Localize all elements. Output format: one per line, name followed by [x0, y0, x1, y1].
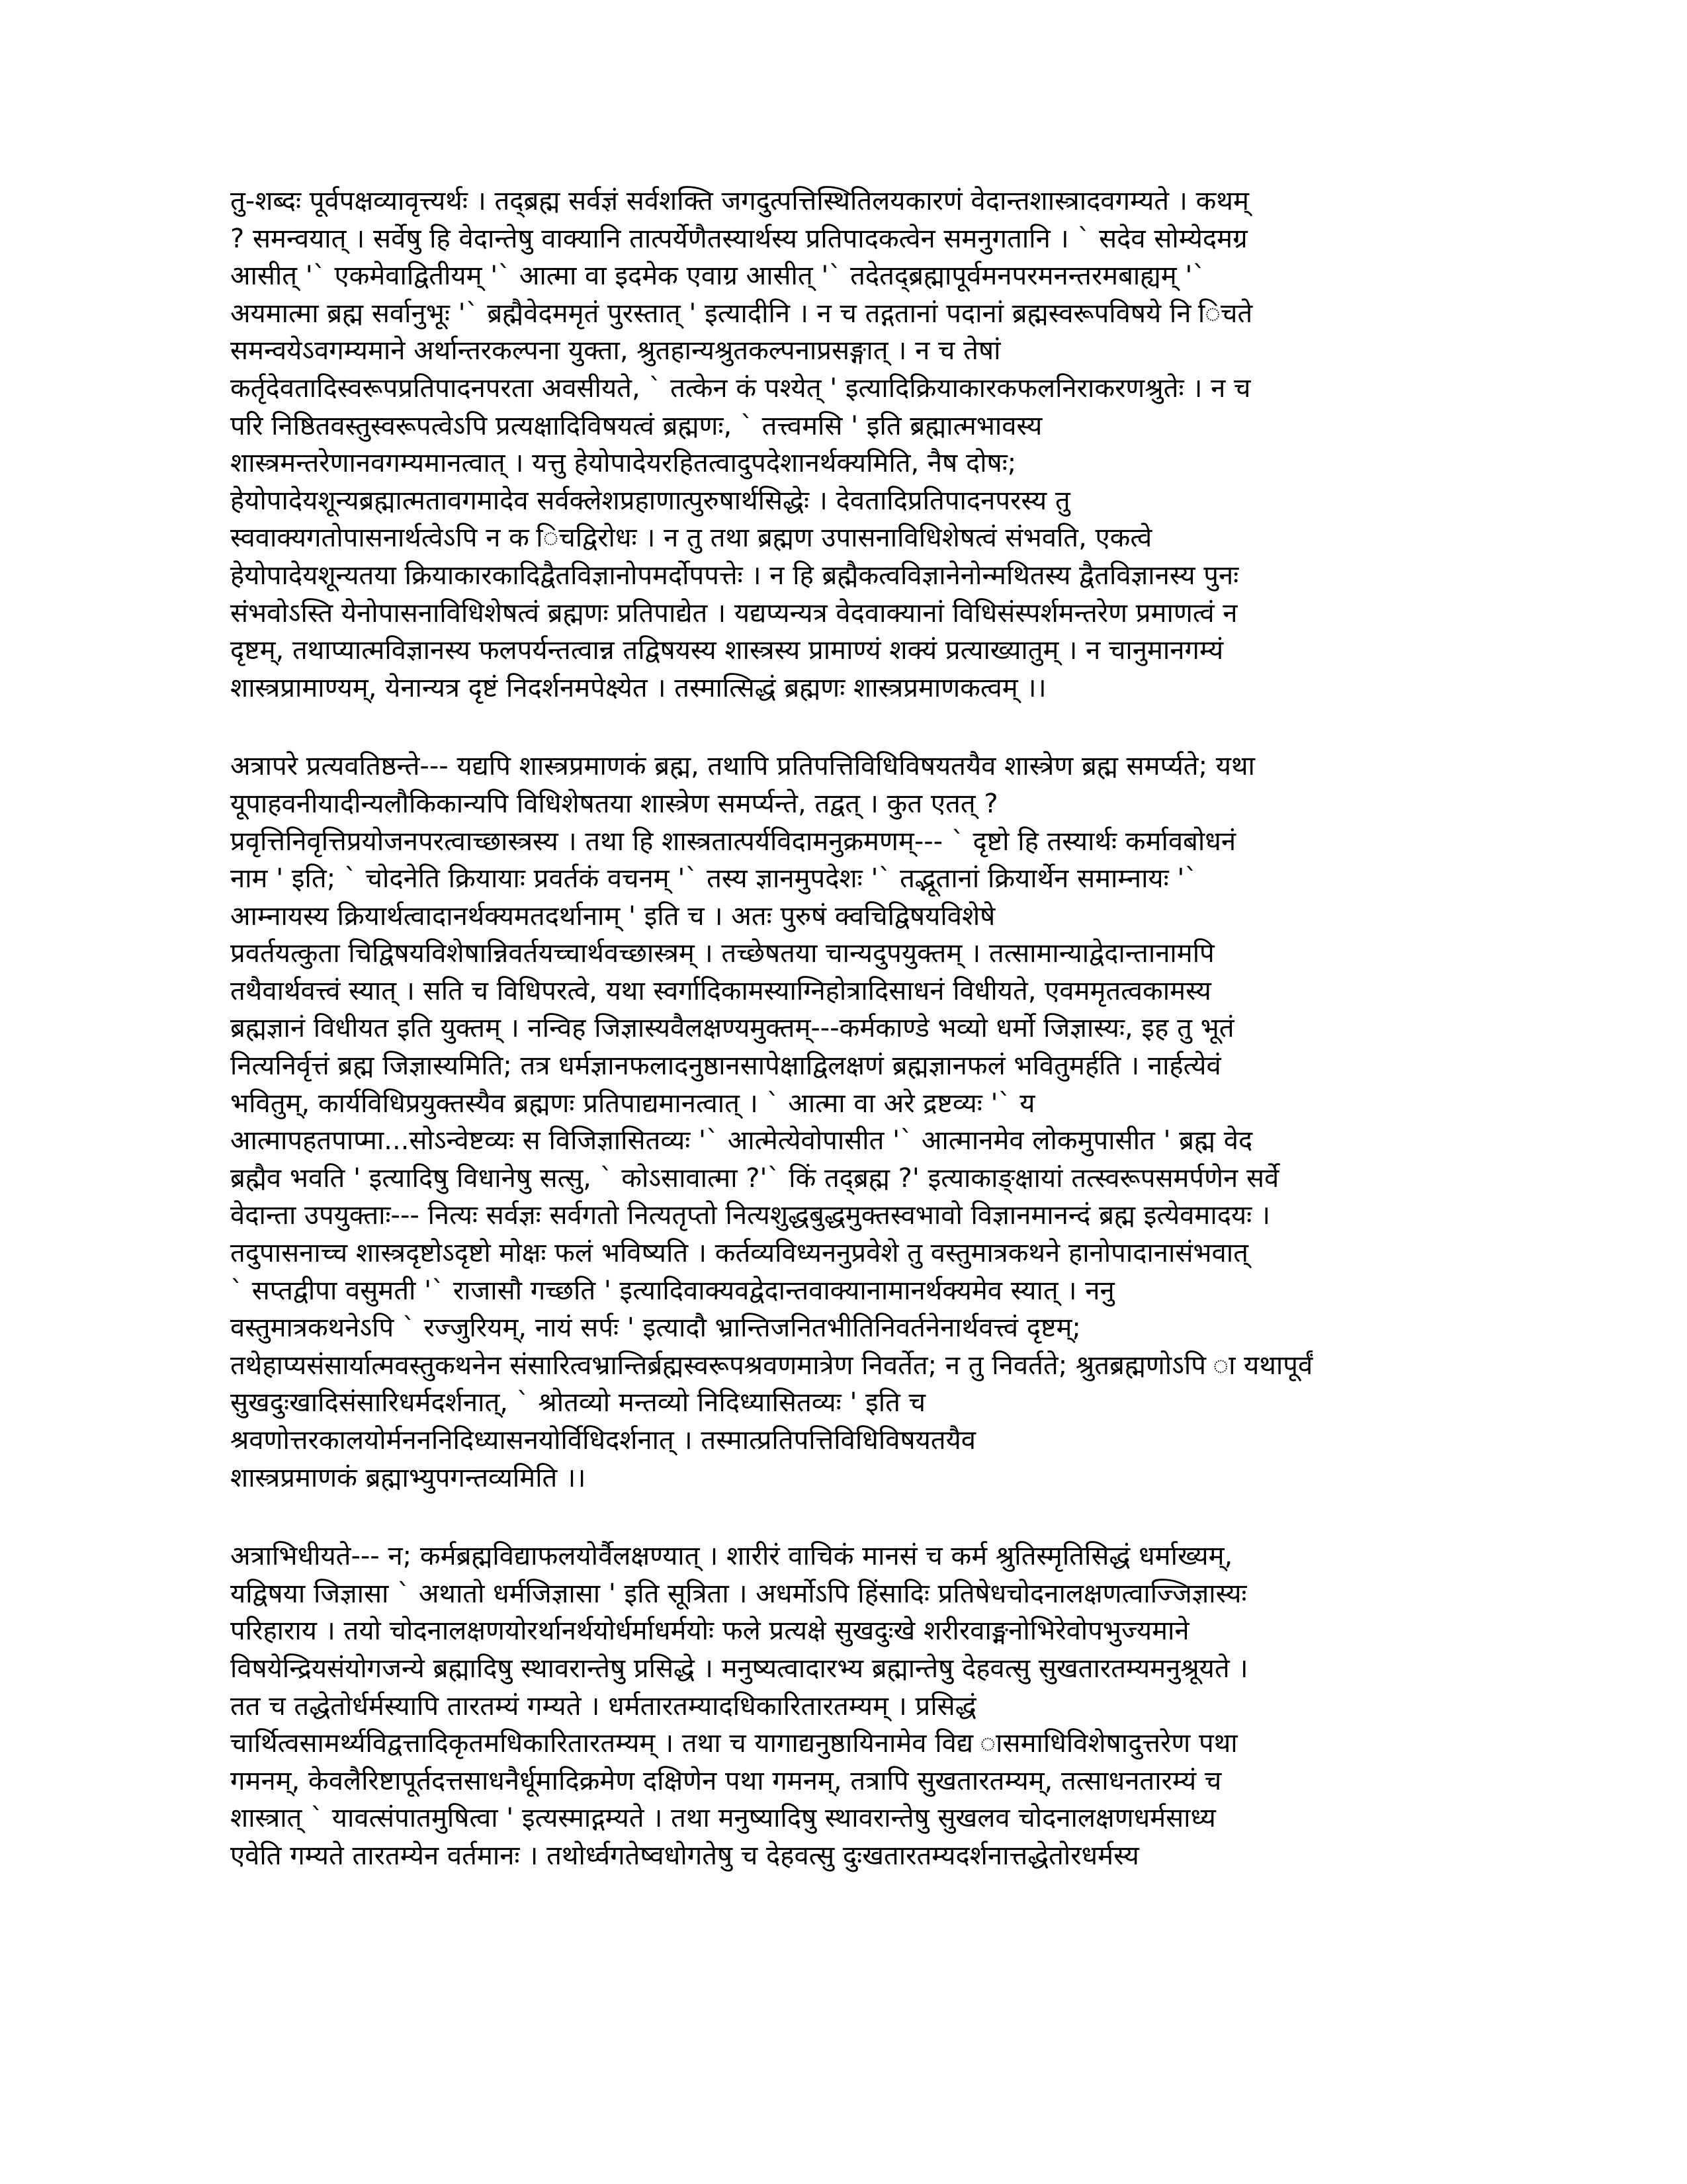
text-line: यद्विषया जिज्ञासा ` अथातो धर्मजिज्ञासा ' इति सूत्रिता । अधर्मोऽपि हिंसादिः प्रतिषेधचोदनालक्षणत्वाज्जिज्ञास्यः [230, 1578, 1247, 1609]
text-line: श्रवणोत्तरकालयोर्मनननिदिध्यासनयोर्विधिदर्शनात् । तस्मात्प्रतिपत्तिविधिविषयतयैव [230, 1425, 976, 1456]
text-line: विषयेन्द्रियसंयोगजन्ये ब्रह्मादिषु स्थावरान्तेषु प्रसिद्धे । मनुष्यत्वादारभ्य ब्रह्मान्तेषु देहवत्सु सुखतारतम्यमनुश्रूयते । [230, 1653, 1248, 1684]
text-line: तथेहाप्यसंसार्यात्मवस्तुकथनेन संसारित्वभ्रान्तिर्ब्रह्मस्वरूपश्रवणमात्रेण निवर्तेत; न तु निवर्तते; श्रुतब्रह्मणोऽपि ा यथापूर्वं [230, 1350, 1313, 1381]
text-line: भवितुम्, कार्यविधिप्रयुक्तस्यैव ब्रह्मणः प्रतिपाद्यमानत्वात् । ` आत्मा वा अरे द्रष्टव्यः '` य [230, 1088, 1035, 1119]
text-line: आम्नायस्य क्रियार्थत्वादानर्थक्यमतदर्थानाम् ' इति च । अतः पुरुषं क्वचिद्विषयविशेषे [230, 900, 996, 932]
text-line: दृष्टम्, तथाप्यात्मविज्ञानस्य फलपर्यन्तत्वान्न तद्विषयस्य शास्त्रस्य प्रामाण्यं शक्यं प्रत्याख्यातुम् । न चानुमानगम्यं [230, 635, 1224, 666]
text-line: चार्थित्वसामर्थ्यविद्वत्तादिकृतमधिकारितारतम्यम् । तथा च यागाद्यनुष्ठायिनामेव विद्य ासमाधिविशेषादुत्तरेण पथा [230, 1728, 1238, 1759]
text-line: अयमात्मा ब्रह्म सर्वानुभूः '` ब्रह्मैवेदममृतं पुरस्तात् ' इत्यादीनि । न च तद्गतानां पदानां ब्रह्मस्वरूपविषये नि िचते [230, 298, 1253, 329]
text-line: हेयोपादेयशून्यतया क्रियाकारकादिद्वैतविज्ञानोपमर्दोपपत्तेः । न हि ब्रह्मैकत्वविज्ञानेनोन्मथितस्य द्वैतविज्ञानस्य पुनः [230, 560, 1239, 591]
text-line: ब्रह्मैव भवति ' इत्यादिषु विधानेषु सत्सु, ` कोऽसावात्मा ?'` किं तद्ब्रह्म ?' इत्याकाङ्क्षायां तत्स्वरूपसमर्पणेन सर्वे [230, 1162, 1279, 1194]
text-line: स्ववाक्यगतोपासनार्थत्वेऽपि न क िचद्विरोधः । न तु तथा ब्रह्मण उपासनाविधिशेषत्वं संभवति, एकत्वे [230, 523, 1152, 554]
text-line: समन्वयेऽवगम्यमाने अर्थान्तरकल्पना युक्ता, श्रुतहान्यश्रुतकल्पनाप्रसङ्गात् । न च तेषां [230, 335, 1001, 367]
text-line: प्रवृत्तिनिवृत्तिप्रयोजनपरत्वाच्छास्त्रस्य । तथा हि शास्त्रतात्पर्यविदामनुक्रमणम्--- ` दृष्टो हि तस्यार्थः कर्मावबोधनं [230, 826, 1236, 857]
text-line: शास्त्रमन्तरेणानवगम्यमानत्वात् । यत्तु हेयोपादेयरहितत्वादुपदेशानर्थक्यमिति, नैष दोषः; [230, 448, 1017, 479]
text-line: आसीत् '` एकमेवाद्वितीयम् '` आत्मा वा इदमेक एवाग्र आसीत् '` तदेतद्ब्रह्मापूर्वमनपरमनन्तरमबाह्यम् '` [230, 261, 1206, 292]
text-line: सुखदुःखादिसंसारिधर्मदर्शनात्, ` श्रोतव्यो मन्तव्यो निदिध्यासितव्यः ' इति च [230, 1387, 926, 1419]
text-line: शास्त्रप्रामाण्यम्, येनान्यत्र दृष्टं निदर्शनमपेक्ष्येत । तस्मात्सिद्धं ब्रह्मणः शास्त्रप्रमाणकत्वम् ।। [230, 672, 1047, 703]
text-line: परिहाराय । तयो चोदनालक्षणयोरर्थानर्थयोर्धर्माधर्मयोः फले प्रत्यक्षे सुखदुःखे शरीरवाङ्मनोभिरेवोपभुज्यमाने [230, 1616, 1190, 1647]
text-line: प्रवर्तयत्कुता चिद्विषयविशेषान्निवर्तयच्चार्थवच्छास्त्रम् । तच्छेषतया चान्यदुपयुक्तम् । तत्सामान्याद्वेदान्तानामपि [230, 938, 1215, 969]
text-line: संभवोऽस्ति येनोपासनाविधिशेषत्वं ब्रह्मणः प्रतिपाद्येत । यद्यप्यन्यत्र वेदवाक्यानां विधिसंस्पर्शमन्तरेण प्रमाणत्वं न [230, 597, 1238, 629]
text-line: गमनम्, केवलैरिष्टापूर्तदत्तसाधनैर्धूमादिक्रमेण दक्षिणेन पथा गमनम्, तत्रापि सुखतारतम्यम्, तत्साधनतारम्यं च [230, 1765, 1222, 1796]
paragraph [230, 748, 1594, 1497]
text-line: तत च तद्धेतोर्धर्मस्यापि तारतम्यं गम्यते । धर्मतारतम्यादधिकारितारतम्यम् । प्रसिद्धं [230, 1690, 976, 1722]
text-line: परि निष्ठितवस्तुस्वरूपत्वेऽपि प्रत्यक्षादिविषयत्वं ब्रह्मणः, ` तत्त्वमसि ' इति ब्रह्मात्मभावस्य [230, 410, 1043, 441]
text-line: ब्रह्मज्ञानं विधीयत इति युक्तम् । नन्विह जिज्ञास्यवैलक्षण्यमुक्तम्---कर्मकाण्डे भव्यो धर्मो जिज्ञास्यः, इह तु भूतं [230, 1013, 1234, 1044]
text-line: अत्राभिधीयते--- न; कर्मब्रह्मविद्याफलयोर्वैलक्षण्यात् । शारीरं वाचिकं मानसं च कर्म श्रुतिस्मृतिसिद्धं धर्माख्यम्, [230, 1541, 1233, 1572]
document-text-block [230, 183, 1594, 1916]
text-line: वेदान्ता उपयुक्ताः--- नित्यः सर्वज्ञः सर्वगतो नित्यतृप्तो नित्यशुद्धबुद्धमुक्तस्वभावो विज्ञानमानन्दं ब्रह्म इत्येवमादयः । [230, 1200, 1271, 1231]
paragraph [230, 1538, 1594, 1874]
text-line: ? समन्वयात् । सर्वेषु हि वेदान्तेषु वाक्यानि तात्पर्येणैतस्यार्थस्य प्रतिपादकत्वेन समनुगतानि । ` सदेव सोम्येदमग्र [230, 223, 1248, 254]
text-line: तदुपासनाच्च शास्त्रदृष्टोऽदृष्टो मोक्षः फलं भविष्यति । कर्तव्यविध्यननुप्रवेशे तु वस्तुमात्रकथने हानोपादानासंभवात् [230, 1238, 1248, 1269]
text-line: कर्तृदेवतादिस्वरूपप्रतिपादनपरता अवसीयते, ` तत्केन कं पश्येत् ' इत्यादिक्रियाकारकफलनिराकरणश्रुतेः । न च [230, 372, 1251, 404]
text-line: तु-शब्दः पूर्वपक्षव्यावृत्त्यर्थः । तद्ब्रह्म सर्वज्ञं सर्वशक्ति जगदुत्पत्तिस्थितिलयकारणं वेदान्तशास्त्रादवगम्यते । कथम् [230, 186, 1249, 216]
text-line: यूपाहवनीयादीन्यलौकिकान्यपि विधिशेषतया शास्त्रेण समर्प्यन्ते, तद्वत् । कुत एतत् ? [230, 788, 998, 819]
text-line: शास्त्रप्रमाणकं ब्रह्माभ्युपगन्तव्यमिति ।। [230, 1462, 586, 1493]
text-line: हेयोपादेयशून्यब्रह्मात्मतावगमादेव सर्वक्लेशप्रहाणात्पुरुषार्थसिद्धेः । देवतादिप्रतिपादनपरस्य तु [230, 485, 1070, 516]
text-line: अत्रापरे प्रत्यवतिष्ठन्ते--- यद्यपि शास्त्रप्रमाणकं ब्रह्म, तथापि प्रतिपत्तिविधिविषयतयैव शास्त्रेण ब्रह्म समर्प्यते; यथा [230, 751, 1255, 782]
paragraph [230, 183, 1594, 707]
text-line: शास्त्रात् ` यावत्संपातमुषित्वा ' इत्यस्माद्गम्यते । तथा मनुष्यादिषु स्थावरान्तेषु सुखलव चोदनालक्षणधर्मसाध्य [230, 1803, 1216, 1834]
text-line: तथैवार्थवत्त्वं स्यात् । सति च विधिपरत्वे, यथा स्वर्गादिकामस्याग्निहोत्रादिसाधनं विधीयते, एवममृतत्वकामस्य [230, 975, 1211, 1006]
text-line: एवेति गम्यते तारतम्येन वर्तमानः । तथोर्ध्वगतेष्वधोगतेषु च देहवत्सु दुःखतारतम्यदर्शनात्तद्धेतोरधर्मस्य [230, 1840, 1139, 1871]
text-line: ` सप्तद्वीपा वसुमती '` राजासौ गच्छति ' इत्यादिवाक्यवद्वेदान्तवाक्यानामानर्थक्यमेव स्यात् । ननु [230, 1275, 1115, 1306]
text-line: नित्यनिर्वृत्तं ब्रह्म जिज्ञास्यमिति; तत्र धर्मज्ञानफलादनुष्ठानसापेक्षाद्विलक्षणं ब्रह्मज्ञानफलं भवितुमर्हति । नार्हत्येवं [230, 1051, 1221, 1082]
text-line: वस्तुमात्रकथनेऽपि ` रज्जुरियम्, नायं सर्पः ' इत्यादौ भ्रान्तिजनितभीतिनिवर्तनेनार्थवत्त्वं दृष्टम्; [230, 1313, 1081, 1344]
text-line: आत्मापहतपाप्मा...सोऽन्वेष्टव्यः स विजिज्ञासितव्यः '` आत्मेत्येवोपासीत '` आत्मानमेव लोकमुपासीत ' ब्रह्म वेद [230, 1125, 1253, 1157]
text-line: नाम ' इति; ` चोदनेति क्रियायाः प्रवर्तकं वचनम् '` तस्य ज्ञानमुपदेशः '` तद्भूतानां क्रियार्थेन समाम्नायः '` [230, 863, 1198, 895]
